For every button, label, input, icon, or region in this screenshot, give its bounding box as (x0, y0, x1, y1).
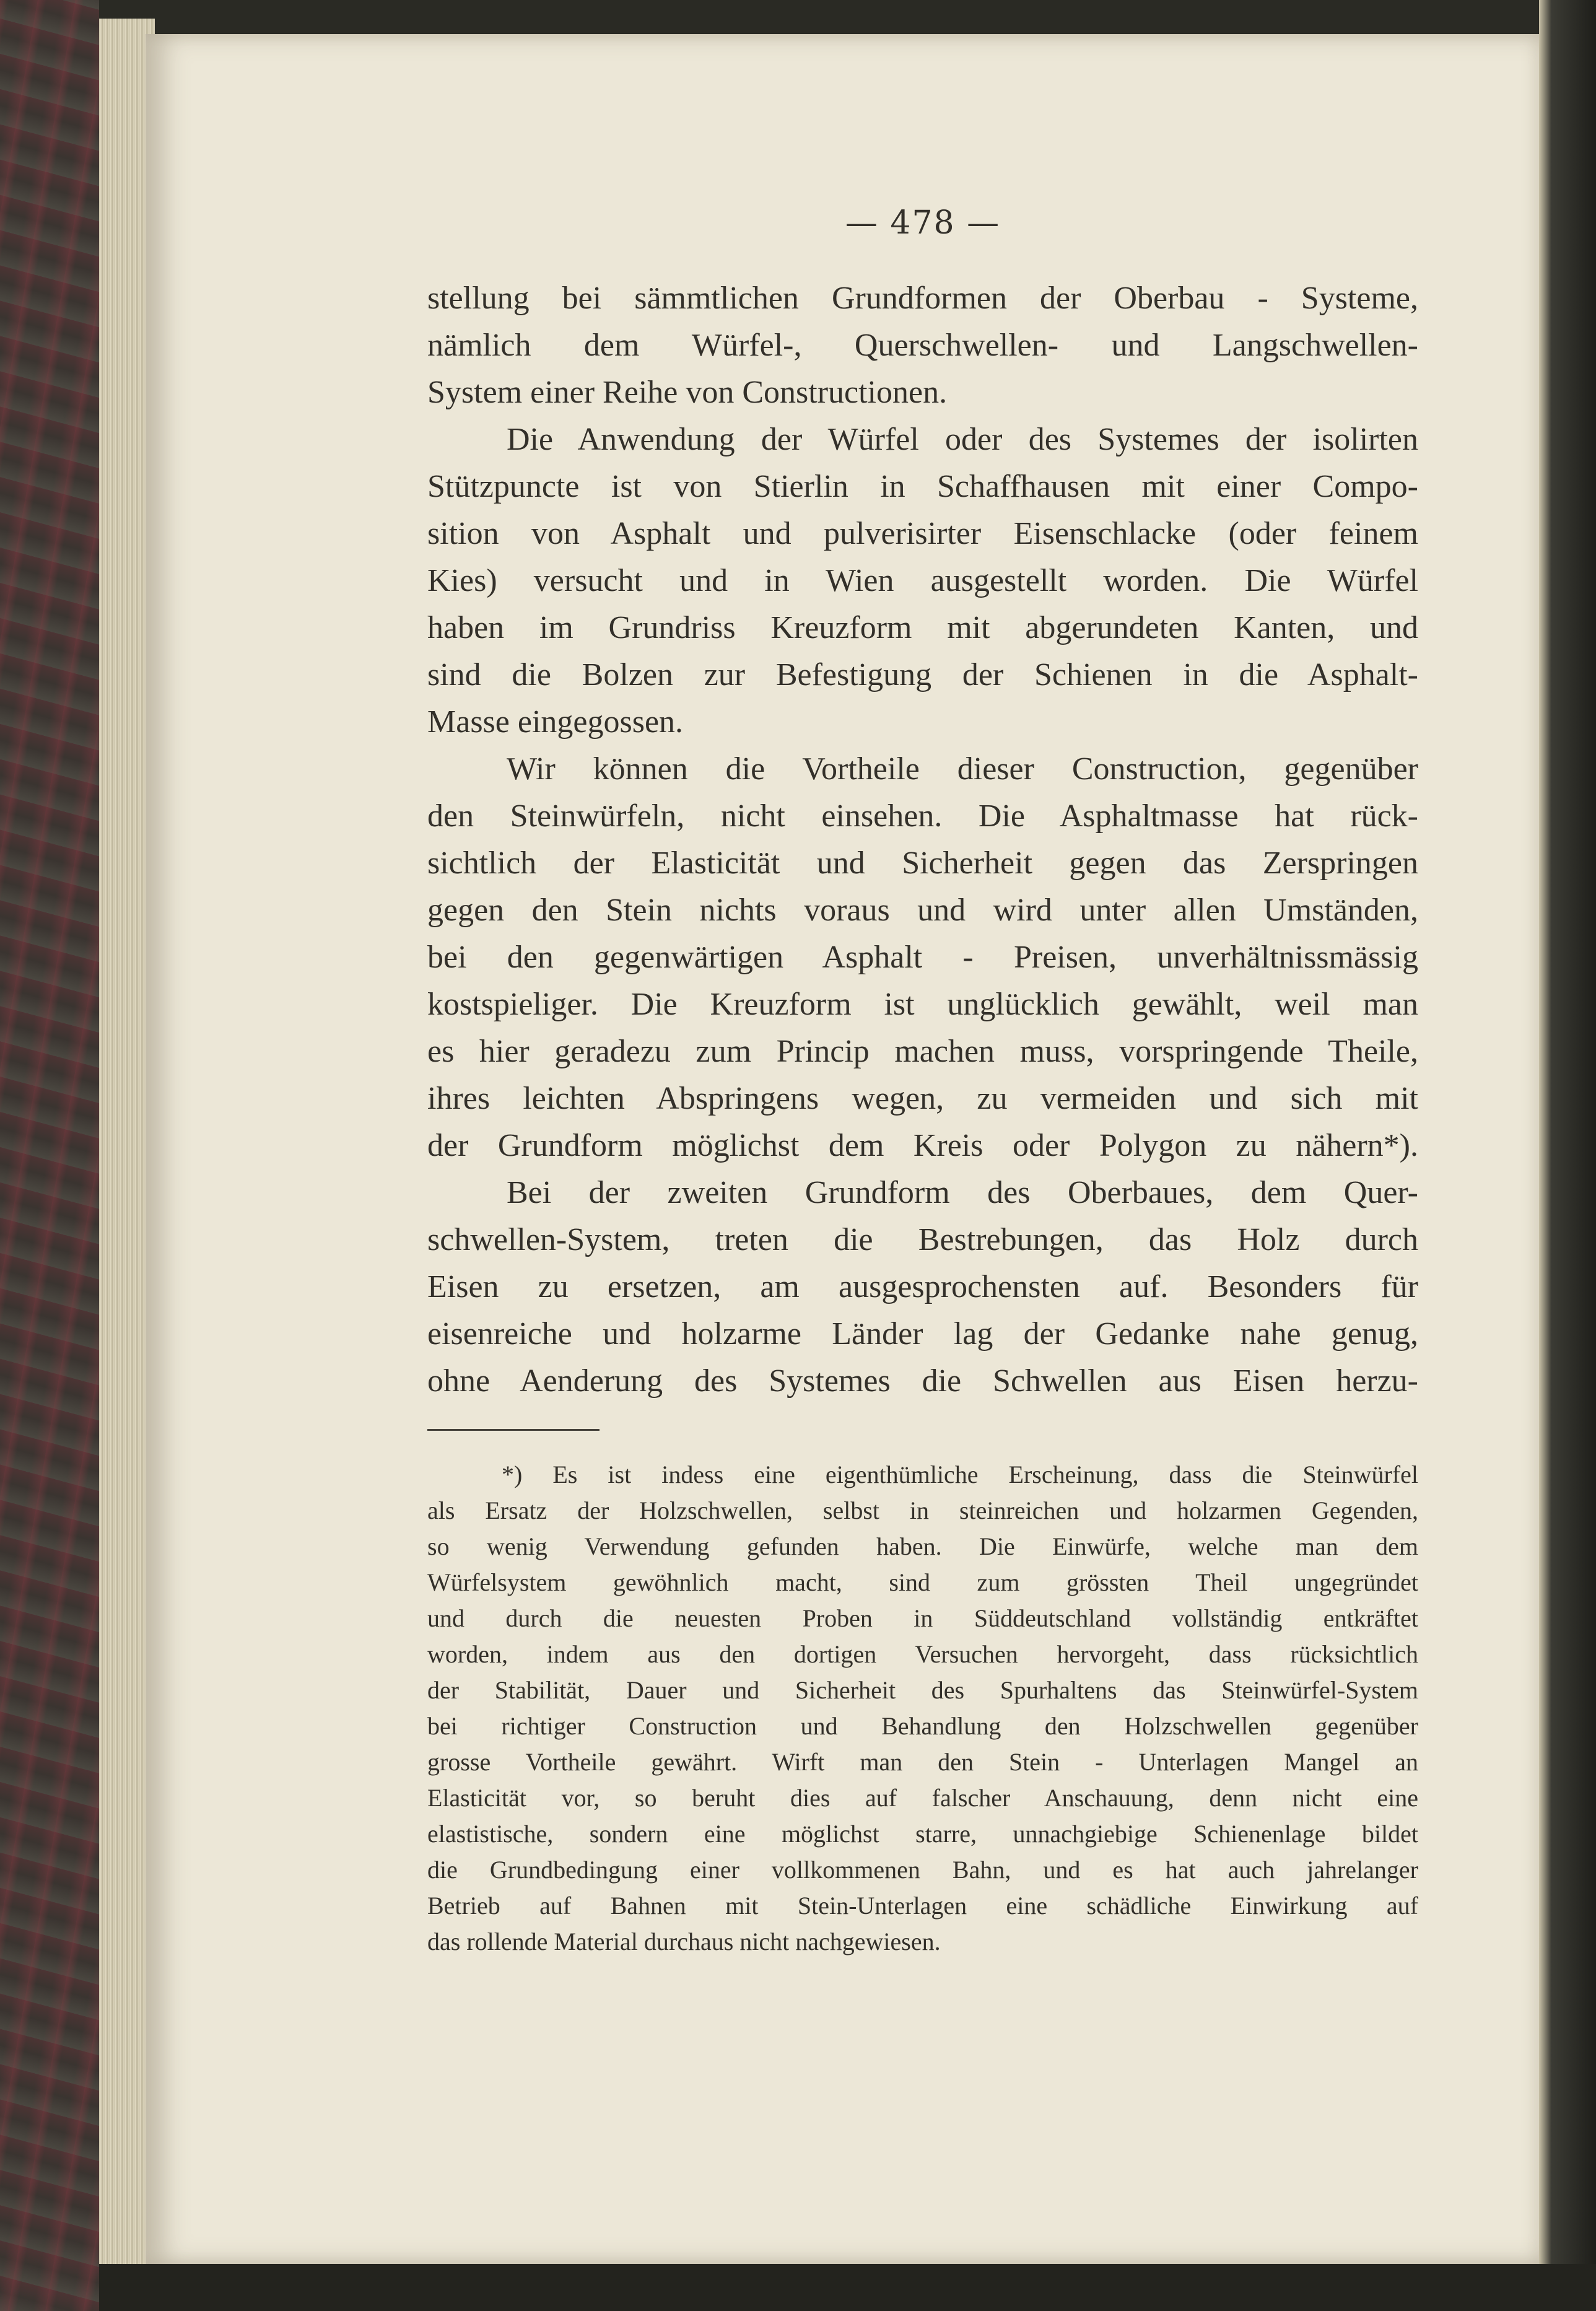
body-line: ohne Aenderung des Systemes die Schwellen aus Eisen herzu- (427, 1363, 1418, 1399)
footnote-separator (427, 1429, 600, 1431)
body-line: haben im Grundriss Kreuzform mit abgerundeten Kanten, und (427, 610, 1418, 645)
footnote-line: worden, indem aus den dortigen Versuchen hervorgeht, dass rücksichtlich (427, 1640, 1418, 1668)
body-line: Stützpuncte ist von Stierlin in Schaffhausen mit einer Compo- (427, 469, 1418, 504)
body-line: Bei der zweiten Grundform des Oberbaues, dem Quer- (507, 1175, 1418, 1210)
body-line: Eisen zu ersetzen, am ausgesprochensten auf. Besonders für (427, 1269, 1418, 1304)
footnote-line: elastistische, sondern eine möglichst starre, unnachgiebige Schienenlage bildet (427, 1820, 1418, 1848)
footnote-line: die Grundbedingung einer vollkommenen Bahn, und es hat auch jahrelanger (427, 1856, 1418, 1884)
bottom-cover-edge (99, 2264, 1596, 2311)
footnote-line: das rollende Material durchaus nicht nachgewiesen. (427, 1928, 941, 1955)
footnote-line: Würfelsystem gewöhnlich macht, sind zum grössten Theil ungegründet (427, 1568, 1418, 1596)
footnote-line: und durch die neuesten Proben in Süddeutschland vollständig entkräftet (427, 1604, 1418, 1632)
body-line: schwellen-System, treten die Bestrebungen, das Holz durch (427, 1222, 1418, 1257)
body-line: ihres leichten Abspringens wegen, zu vermeiden und sich mit (427, 1081, 1418, 1116)
footnote-line: grosse Vortheile gewährt. Wirft man den Stein - Unterlagen Mangel an (427, 1748, 1418, 1776)
body-line: sichtlich der Elasticität und Sicherheit gegen das Zerspringen (427, 845, 1418, 881)
body-line: nämlich dem Würfel-, Querschwellen- und Langschwellen- (427, 328, 1418, 363)
footnote-line: so wenig Verwendung gefunden haben. Die Einwürfe, welche man dem (427, 1532, 1418, 1560)
body-line: stellung bei sämmtlichen Grundformen der Oberbau - Systeme, (427, 281, 1418, 316)
footnote-line: Elasticität vor, so beruht dies auf falscher Anschauung, denn nicht eine (427, 1784, 1418, 1812)
page-number: — 478 — (845, 204, 1001, 242)
marbled-cover-edge (0, 0, 99, 2311)
body-line: gegen den Stein nichts voraus und wird unter allen Umständen, (427, 893, 1418, 928)
body-line: der Grundform möglichst dem Kreis oder Polygon zu nähern*). (427, 1128, 1418, 1163)
body-line: sition von Asphalt und pulverisirter Eisenschlacke (oder feinem (427, 516, 1418, 551)
body-line: System einer Reihe von Constructionen. (427, 375, 948, 410)
body-line: Die Anwendung der Würfel oder des Systemes der isolirten (507, 422, 1418, 457)
body-line: sind die Bolzen zur Befestigung der Schienen in die Asphalt- (427, 657, 1418, 692)
body-line: eisenreiche und holzarme Länder lag der Gedanke nahe genug, (427, 1316, 1418, 1352)
body-line: bei den gegenwärtigen Asphalt - Preisen, unverhältnissmässig (427, 940, 1418, 975)
footnote-line: Betrieb auf Bahnen mit Stein-Unterlagen eine schädliche Einwirkung auf (427, 1892, 1418, 1920)
footnote-line: *) Es ist indess eine eigenthümliche Erscheinung, dass die Steinwürfel (502, 1461, 1418, 1488)
body-line: den Steinwürfeln, nicht einsehen. Die Asphaltmasse hat rück- (427, 798, 1418, 834)
footnote-line: bei richtiger Construction und Behandlung den Holzschwellen gegenüber (427, 1712, 1418, 1740)
body-line: es hier geradezu zum Princip machen muss, vorspringende Theile, (427, 1034, 1418, 1069)
body-line: kostspieliger. Die Kreuzform ist unglücklich gewählt, weil man (427, 987, 1418, 1022)
right-cover-edge (1539, 0, 1596, 2311)
body-line: Masse eingegossen. (427, 704, 684, 740)
body-line: Kies) versucht und in Wien ausgestellt worden. Die Würfel (427, 563, 1418, 598)
footnote-line: der Stabilität, Dauer und Sicherheit des Spurhaltens das Steinwürfel-System (427, 1676, 1418, 1704)
footnote-line: als Ersatz der Holzschwellen, selbst in steinreichen und holzarmen Gegenden, (427, 1496, 1418, 1524)
body-line: Wir können die Vortheile dieser Construction, gegenüber (507, 751, 1418, 787)
